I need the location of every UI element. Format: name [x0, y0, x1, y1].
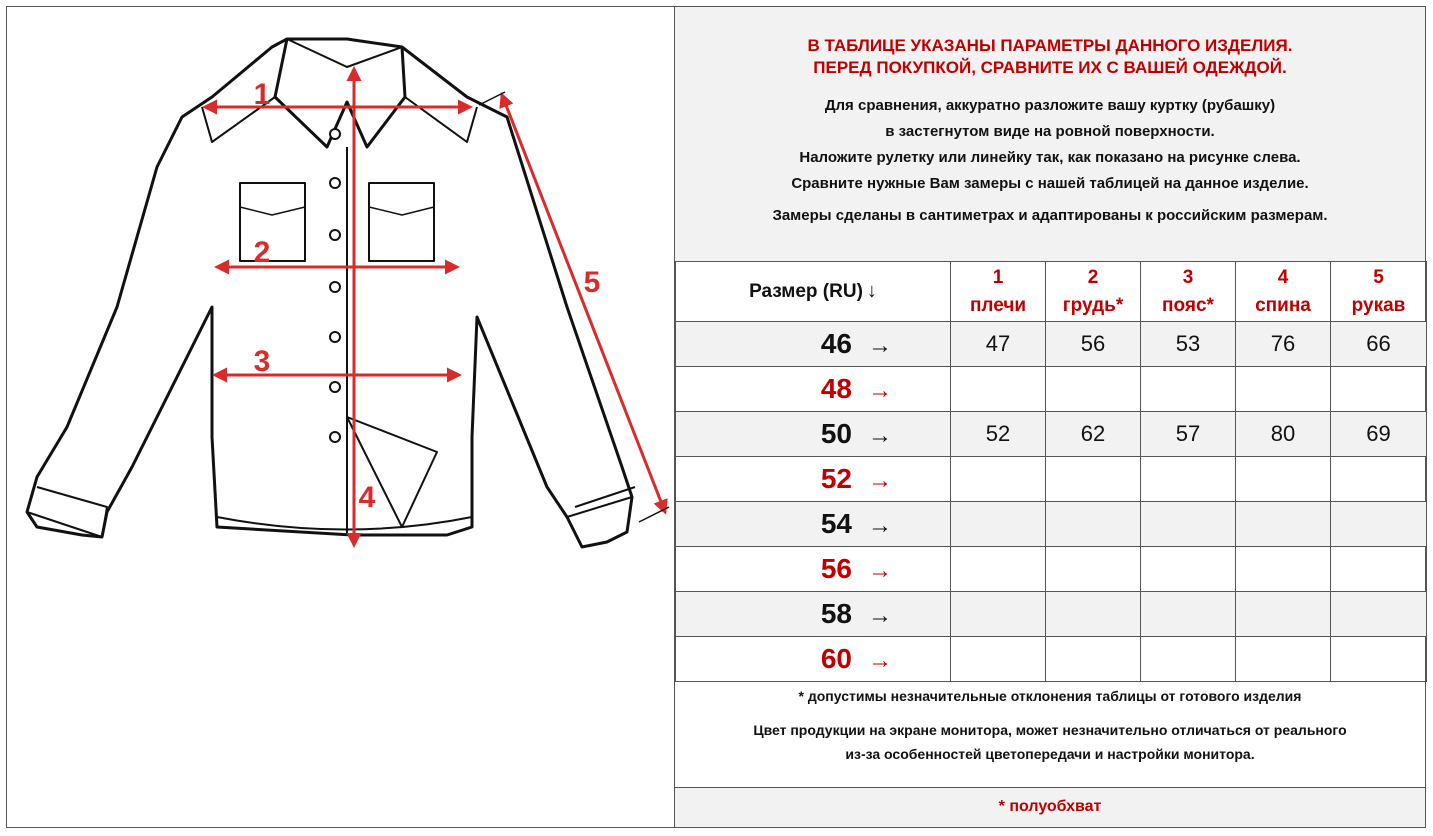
- size-cell: [676, 367, 951, 412]
- measure-arrows: [205, 69, 669, 545]
- measurement-cell: [1141, 637, 1236, 682]
- half-girth-note: * полуобхват: [675, 788, 1425, 827]
- measurement-cell: 62: [1046, 412, 1141, 457]
- size-value: 46: [820, 328, 852, 359]
- measurement-cell: [1046, 367, 1141, 412]
- measurement-cell: [1331, 592, 1427, 637]
- measurement-cell: [1046, 502, 1141, 547]
- measurement-cell: [951, 637, 1046, 682]
- size-cell: [676, 502, 951, 547]
- label-4: 4: [358, 481, 376, 514]
- size-header-label: Размер (RU): [749, 281, 863, 302]
- instruction-line: Для сравнения, аккуратно разложите вашу куртку (рубашку): [824, 97, 1276, 114]
- size-value: 60: [820, 643, 852, 674]
- instruction-line: в застегнутом виде на ровной поверхности.: [885, 123, 1215, 140]
- table-row: [676, 547, 1427, 592]
- measurement-cell: [1236, 367, 1331, 412]
- instruction-line: Наложите рулетку или линейку так, как показано на рисунке слева.: [799, 149, 1301, 166]
- measurement-cell: [951, 547, 1046, 592]
- column-header-waist: [1141, 262, 1236, 322]
- shirt-diagram-panel: [7, 7, 674, 827]
- measurement-cell: [1331, 502, 1427, 547]
- size-cell: [676, 637, 951, 682]
- arrow-sleeve: [502, 95, 665, 512]
- right-arrow-icon: →: [868, 512, 892, 539]
- right-arrow-icon: →: [868, 422, 892, 449]
- measurement-cell: [1141, 367, 1236, 412]
- measurement-cell: [951, 502, 1046, 547]
- right-arrow-icon: →: [868, 332, 892, 359]
- measurement-cell: [1141, 547, 1236, 592]
- warning-text: [675, 35, 1425, 79]
- color-note-line-1: Цвет продукции на экране монитора, может незначительно отличаться от реального: [753, 722, 1347, 738]
- measurement-cell: [1141, 592, 1236, 637]
- size-cell: [676, 457, 951, 502]
- shirt-outline: [27, 39, 635, 547]
- shirt-buttons: [330, 129, 340, 442]
- column-label: пояс*: [1162, 294, 1214, 316]
- measurement-cell: [1331, 637, 1427, 682]
- column-number: 5: [1373, 266, 1384, 288]
- measurement-cell: [1236, 457, 1331, 502]
- right-arrow-icon: →: [868, 647, 892, 674]
- shirt-diagram: [7, 7, 674, 567]
- size-value: 54: [820, 508, 852, 539]
- right-arrow-icon: →: [868, 377, 892, 404]
- label-2: 2: [253, 236, 271, 269]
- measurement-cell: 52: [951, 412, 1046, 457]
- measurement-cell: 56: [1046, 322, 1141, 367]
- measurement-cell: [1236, 637, 1331, 682]
- right-arrow-icon: →: [868, 467, 892, 494]
- column-number: 4: [1277, 266, 1289, 288]
- column-label: плечи: [969, 294, 1027, 316]
- column-header-shoulders: [951, 262, 1046, 322]
- warning-line-1: В ТАБЛИЦЕ УКАЗАНЫ ПАРАМЕТРЫ ДАННОГО ИЗДЕЛИЯ.: [807, 36, 1293, 55]
- column-header-back: [1236, 262, 1331, 322]
- label-5: 5: [583, 266, 601, 299]
- size-cell: [676, 547, 951, 592]
- column-label: рукав: [1351, 294, 1406, 316]
- column-header-sleeve: [1331, 262, 1427, 322]
- right-arrow-icon: →: [868, 602, 892, 629]
- table-row: [676, 322, 1427, 367]
- size-cell: [676, 322, 951, 367]
- measurement-cell: [951, 592, 1046, 637]
- measurement-cell: [1046, 637, 1141, 682]
- size-value: 52: [820, 463, 852, 494]
- measurement-cell: [1046, 592, 1141, 637]
- table-row: [676, 457, 1427, 502]
- measurement-cell: 69: [1331, 412, 1427, 457]
- column-header-chest: [1046, 262, 1141, 322]
- table-row: [676, 637, 1427, 682]
- size-value: 58: [820, 598, 852, 629]
- measurement-cell: [1141, 502, 1236, 547]
- size-value: 56: [820, 553, 852, 584]
- column-label: грудь*: [1062, 294, 1124, 316]
- table-header-row: [676, 262, 1427, 322]
- measurement-cell: [1331, 457, 1427, 502]
- measurement-cell: 57: [1141, 412, 1236, 457]
- table-row: [676, 367, 1427, 412]
- tolerance-note: * допустимы незначительные отклонения таблицы от готового изделия: [798, 688, 1302, 704]
- label-3: 3: [253, 345, 271, 378]
- measurement-cell: [1236, 592, 1331, 637]
- measurement-cell: [1331, 367, 1427, 412]
- column-number: 3: [1182, 266, 1194, 288]
- size-table: [675, 261, 1427, 682]
- size-cell: [676, 412, 951, 457]
- measurement-cell: 53: [1141, 322, 1236, 367]
- size-value: 48: [820, 373, 852, 404]
- column-number: 2: [1087, 266, 1099, 288]
- size-column-header: [676, 262, 951, 322]
- units-note: Замеры сделаны в сантиметрах и адаптированы к российским размерам.: [772, 207, 1328, 224]
- color-note: [675, 718, 1425, 766]
- table-row: [676, 412, 1427, 457]
- measurement-cell: 80: [1236, 412, 1331, 457]
- down-arrow-icon: ↓: [866, 280, 877, 302]
- measurement-cell: [1236, 502, 1331, 547]
- instruction-line: Сравните нужные Вам замеры с нашей таблицей на данное изделие.: [791, 175, 1309, 192]
- measurement-cell: 66: [1331, 322, 1427, 367]
- size-cell: [676, 592, 951, 637]
- column-label: спина: [1255, 294, 1311, 316]
- instructions-header: [675, 7, 1425, 262]
- size-value: 50: [820, 418, 852, 449]
- footer-notes: [675, 682, 1425, 788]
- measurement-cell: [1141, 457, 1236, 502]
- measurement-cell: 76: [1236, 322, 1331, 367]
- label-1: 1: [253, 78, 271, 111]
- measurement-cell: [1046, 457, 1141, 502]
- measurement-cell: [1236, 547, 1331, 592]
- measurement-cell: [1331, 547, 1427, 592]
- table-row: [676, 592, 1427, 637]
- measurement-cell: 47: [951, 322, 1046, 367]
- color-note-line-2: из-за особенностей цветопередачи и настройки монитора.: [845, 746, 1255, 762]
- column-number: 1: [992, 266, 1004, 288]
- table-row: [676, 502, 1427, 547]
- measurement-cell: [951, 457, 1046, 502]
- measurement-cell: [1046, 547, 1141, 592]
- warning-line-2: ПЕРЕД ПОКУПКОЙ, СРАВНИТЕ ИХ С ВАШЕЙ ОДЕЖДОЙ.: [813, 58, 1287, 77]
- instructions-text: [675, 93, 1425, 197]
- measurement-cell: [951, 367, 1046, 412]
- right-arrow-icon: →: [868, 557, 892, 584]
